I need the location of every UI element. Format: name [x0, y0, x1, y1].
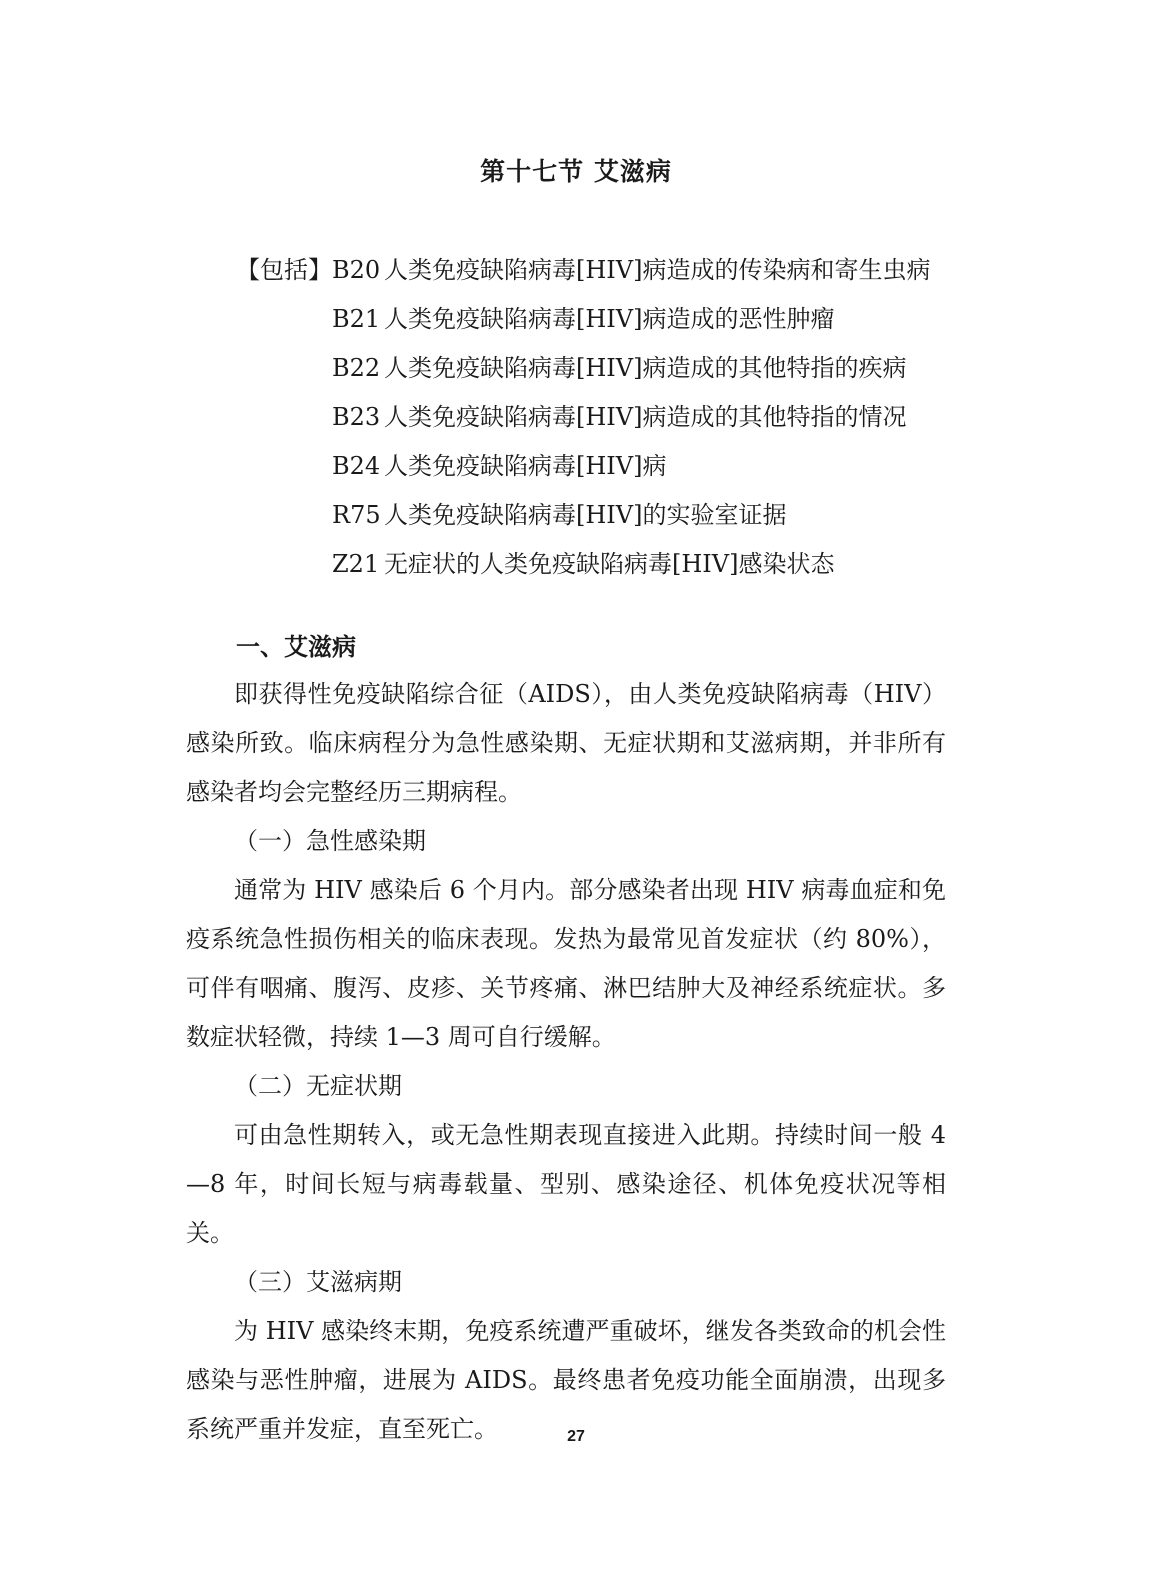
icd-description: 人类免疫缺陷病毒[HIV]病: [384, 452, 667, 480]
page-number: 27: [567, 1428, 585, 1445]
stage-paragraph-aids: 为 HIV 感染终末期，免疫系统遭严重破坏，继发各类致命的机会性感染与恶性肿瘤，进展为 AIDS。最终患者免疫功能全面崩溃，出现多系统严重并发症，直至死亡。: [186, 1317, 946, 1443]
includes-item: [236, 344, 930, 393]
includes-list: [236, 246, 930, 589]
includes-item: [236, 540, 930, 589]
icd-code: B20: [332, 256, 381, 284]
includes-item: [236, 246, 930, 295]
includes-label: 【包括】: [236, 256, 332, 284]
stage-heading-acute: （一）急性感染期: [234, 827, 426, 855]
icd-code: B21: [332, 305, 381, 333]
icd-code: Z21: [332, 550, 380, 578]
icd-code: B23: [332, 403, 381, 431]
includes-item: [236, 393, 930, 442]
icd-description: 人类免疫缺陷病毒[HIV]病造成的传染病和寄生虫病: [384, 256, 931, 284]
stage-heading-asymptomatic: （二）无症状期: [234, 1072, 402, 1100]
includes-item: [236, 295, 930, 344]
includes-item: [236, 491, 930, 540]
includes-item: [236, 442, 930, 491]
stage-heading-aids: （三）艾滋病期: [234, 1268, 402, 1296]
section-title: 第十七节 艾滋病: [480, 157, 672, 186]
body-text: [186, 670, 946, 1454]
icd-description: 人类免疫缺陷病毒[HIV]病造成的其他特指的情况: [384, 403, 907, 431]
intro-paragraph: 即获得性免疫缺陷综合征（AIDS），由人类免疫缺陷病毒（HIV）感染所致。临床病程分为急性感染期、无症状期和艾滋病期，并非所有感染者均会完整经历三期病程。: [186, 680, 946, 806]
icd-code: B24: [332, 452, 381, 480]
stage-paragraph-asymptomatic: 可由急性期转入，或无急性期表现直接进入此期。持续时间一般 4—8 年，时间长短与病毒载量、型别、感染途径、机体免疫状况等相关。: [186, 1121, 946, 1247]
icd-description: 人类免疫缺陷病毒[HIV]的实验室证据: [384, 501, 787, 529]
subsection-heading: 一、艾滋病: [236, 632, 356, 661]
icd-code: R75: [332, 501, 381, 529]
icd-code: B22: [332, 354, 381, 382]
icd-description: 人类免疫缺陷病毒[HIV]病造成的其他特指的疾病: [384, 354, 907, 382]
icd-description: 人类免疫缺陷病毒[HIV]病造成的恶性肿瘤: [384, 305, 835, 333]
stage-paragraph-acute: 通常为 HIV 感染后 6 个月内。部分感染者出现 HIV 病毒血症和免疫系统急性损伤相关的临床表现。发热为最常见首发症状（约 80%），可伴有咽痛、腹泻、皮疹、关节疼痛、淋巴结肿大及神经系统症状。多数症状轻微，持续 1—3 周可自行缓解。: [186, 876, 946, 1051]
icd-description: 无症状的人类免疫缺陷病毒[HIV]感染状态: [384, 550, 835, 578]
